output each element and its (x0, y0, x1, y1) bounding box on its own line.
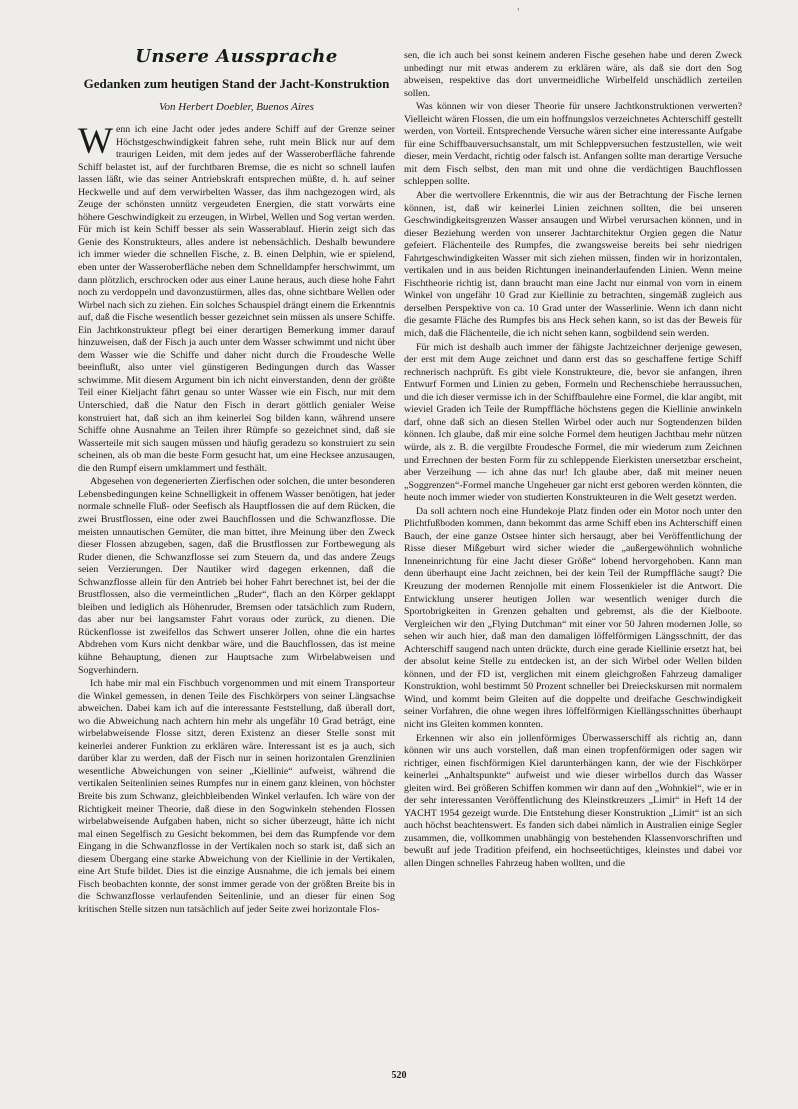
article-subtitle: Gedanken zum heutigen Stand der Jacht-Konstruktion (83, 76, 390, 91)
body-paragraph: Da soll achtern noch eine Hundekoje Platz finden oder ein Motor noch unter den Plichtfußboden kommen, dann bekommt das arme Schiff eben ins Achterschiff einen Bauch, der eine ganze Ostsee hinter sich hersaugt, aber bei Veröffentlichung der Risse dieser Mißgeburt wird sicher wieder die „außergewöhnlich wohnliche Inneneinrichtung für eine Jacht dieser Größe“ lobend hervorgehoben. Kann man denn überhaupt eine Jacht zeichnen, bei der kein Teil der Rumpffläche saugt? Die Kreuzung der modernen Rennjolle mit einem Flossenkieler ist die Antwort. Die Entwicklung unserer heutigen Jollen war wesentlich weniger durch die Sportobrigkeiten in Grenzen gehalten und gebremst, als die der Kielboote. Vergleichen wir den „Flying Dutchman“ mit einer vor 50 Jahren modernen Jolle, so sehen wir auch hier, daß man den damaligen löffelförmigen Längsschnitt, der das Achterschiff saugend nach unten drückte, durch eine gerade Kiellinie ersetzt hat, bei der absolut keine Stelle zu entdecken ist, an der sich Wirbel oder Wellen bilden können, und der FD ist, verglichen mit einem gleichgroßen Fahrzeug damaliger Konstruktion, wohl bestimmt 50 Prozent schneller bei Dreieckskursen mit normalem Wind, und kommt beim Gleiten auf die doppelte und dreifache Geschwindigkeit seiner Vorfahren, die ohne wegen ihres löffelförmigen Kiellängsschnittes überhaupt nicht ins Gleiten kommen konnten. (404, 505, 742, 730)
body-paragraph: Aber die wertvollere Erkenntnis, die wir aus der Betrachtung der Fische lernen können, ist, daß wir keinerlei Linien zeichnen sollten, die bei unseren Geschwindigkeitsgrenzen Wasser ansaugen und Wirbel verursachen können, und in dieser Beziehung werden von unserer Jachtarchitektur Orgien gegen die Natur gefeiert. Flächenteile des Rumpfes, die zwangsweise bereits bei sehr niedrigen Fahrtgeschwindigkeiten Wasser mit sich ziehen müssen, finden wir in horizontalen, vertikalen und in aus beiden Richtungen ineinanderlaufenden Linien. Wenn meine Fischtheorie richtig ist, dann braucht man eine Jacht nur einmal von vorn in einem Winkel von ungefähr 10 Grad zur Kiellinie zu betrachten, singemäß zugleich aus derselben Perspektive von ca. 10 Grad unter der Wasserlinie. Wenn ich dann nicht die gesamte Fläche des Rumpfes bis ans Heck sehen kann, so ist das der Beweis für mich, daß die Flächenteile, die ich nicht sehen kann, sogbildend sein werden. (404, 190, 742, 340)
body-paragraph (78, 121, 395, 475)
body-paragraph: Für mich ist deshalb auch immer der fähigste Jachtzeichner derjenige gewesen, der erst mit dem Auge zeichnet und dann erst das so geschaffene fertige Schiff rechnerisch nachprüft. Es gibt viele Konstrukteure, die, bevor sie anfangen, ihren Entwurf Formen und Linien zu geben, Formeln und Rechenschiebe herraussuchen, und die ich dieser vermisse ich in der Schiffbaulehre eine Formel, die klar angibt, mit wieviel Graden ich Teile der Rumpffläche höchstens gegen die Kiellinie anwinkeln darf, ohne daß sich an diesen Stellen Wirbel oder auch nur Sogtendenzen bilden können. Ich glaube, daß mir eine solche Formel dem heutigen Jachtbau mehr nützen würde, als z. B. die vergilbte Froudesche Formel, die mir wiederum zum Zeichnen und Errechnen der besten Form für zu schleppende Eierkisten unersetzbar erscheint, aber Verzeihung — ich ahne das nur! Ich glaube aber, daß mit meiner neuen „Soggrenzen“-Formel manche Ungeheuer gar nicht erst geboren werden könnten, die heute noch immer wieder von studierten Konstrukteuren in die Welt gesetzt werden. (404, 341, 742, 504)
drop-cap: W (78, 121, 113, 162)
body-paragraph: Erkennen wir also ein jollenförmiges Überwasserschiff als richtig an, dann können wir uns auch vorstellen, daß man einen tropfenförmigen oder sagen wir richtiger, einen fischförmigen Kiel darunterhängen kann, der wie der Fischkörper keinerlei „Anhaltspunkte“ aufweist und wie dieser wirbellos durch das Wasser gleiten wird. Bei größeren Schiffen kommen wir dann auf den „Wohnkiel“, wie er in der sehr interessanten Veröffentlichung des Kleinstkreuzers „Limit“ in Heft 14 der YACHT 1954 gezeigt wurde. Die Entstehung dieser Konstruktion „Limit“ ist an sich auch höchst beachtenswert. Es fanden sich dabei nämlich in Australien einige Segler zusammen, die, vollkommen unabhängig von bestehenden Klassenvorschriften und bewußt auf jede Tradition pfeifend, ein hochseetüchtiges, kleinstes und dabei vor allen Dingen schnelles Fahrzeug haben wollten, und die (404, 732, 742, 869)
right-column (404, 50, 742, 872)
left-column (78, 46, 395, 917)
page-number: 520 (391, 1070, 407, 1081)
body-paragraph: Ich habe mir mal ein Fischbuch vorgenommen und mit einem Transporteur die Winkel gemessen, in denen Teile des Fischkörpers von seiner Längsachse abweichen. Dabei kam ich auf die interessante Feststellung, daß überall dort, wo die Abweichung nach achtern hin mehr als ungefähr 10 Grad beträgt, eine wirbelabweisende Flosse sitzt, deren Existenz an dieser Stelle sonst mit keinerlei anderer Funktion zu erklären wäre. Interessant ist es ja auch, sich darüber klar zu werden, daß der Fisch nur in seinen horizontalen Grenzlinien wesentliche Abweichungen von seiner „Kiellinie“ aufweist, während die vertikalen Seitenlinien seines Rumpfes nur in einem ganz kleinen, von höchster Breite bis zum Schwanz, gleichbleibenden Winkel verlaufen. Ich wäre von der Richtigkeit meiner Theorie, daß diese in den Sogwinkeln stehenden Flossen wirbelabweisende Aufgaben haben, nicht so sicher überzeugt, hätte ich nicht mal einen Segelfisch zu Gesicht bekommen, bei dem das Rumpfende vor dem Eingang in die Schwanzflosse in der Vertikalen noch so stark ist, daß sich an diesem Übergang eine starke Abweichung von der Kiellinie in der Vertikalen, eine Art Stufe bildet. Dies ist die einzige Ausnahme, die ich jemals bei einem Fisch beobachten konnte, der sonst immer gerade von der größten Breite bis in die Schwanzflosse verlaufenden Seitenlinie, und an dieser für einen Sog kritischen Stelle sitzen nun tatsächlich auf jeder Seite zwei horizontale Flos- (78, 678, 395, 915)
article-byline: Von Herbert Doebler, Buenos Aires (159, 101, 314, 113)
corner-mark: ' (517, 8, 520, 18)
body-paragraph: Abgesehen von degenerierten Zierfischen oder solchen, die unter besonderen Lebensbedingungen keine Schnelligkeit in offenem Wasser benötigen, hat jeder normale schnelle Fluß- oder Seefisch als Hauptflossen die auf dem Rücken, die zwei Brustflossen, eine oder zwei Bauchflossen und die Schwanzflosse. Die meisten unnautischen Gemüter, die man bittet, ihre Meinung über den Zweck dieser Flossen abzugeben, sagen, daß die Brustflossen zur Fortbewegung als Ruder dienen, die Schwanzflosse sei zum Steuern da, und das andere Zeugs seien Verzierungen. Der Nautiker wird dagegen erkennen, daß die Schwanzflosse allein für den Antrieb bei hoher Fahrt berechnet ist, bei der die Brustflossen, also die vermeintlichen „Ruder“, flach an den Körper geklappt bleiben und lediglich als Höhenruder, Bremsen oder tatsächlich zum Rudern, das aber nur bei langsamster Fahrt voraus oder zurück, zu dienen. Die Rückenflosse ist zweifellos das Schwert unserer Jollen, ohne die ein hartes Abdrehen vom Kurs nicht denkbar wäre, und die Bauchflossen, das ist meine kühne Behauptung, dienen zur Hauptsache zum Wirbelabweisen und Sogverhindern. (78, 476, 395, 676)
article-headline: Unsere Aussprache (135, 46, 338, 67)
body-paragraph: sen, die ich auch bei sonst keinem anderen Fische gesehen habe und deren Zweck unbedingt nur mit etwas anderem zu erklären wäre, als daß sie dort den Sog abweisen, respektive das dort unvermeidliche Wirbelfeld unschädlich zerteilen sollen. (404, 50, 742, 99)
body-paragraph: Was können wir von dieser Theorie für unsere Jachtkonstruktionen verwerten? Vielleicht wären Flossen, die um ein hoffnungslos verzeichnetes Achterschiff gestellt werden, von Vorteil. Entsprechende Versuche wären sicher eine interessante Aufgabe für eine Schiffbauversuchsanstalt, um mit Schleppversuchen festzustellen, wie weit dieser, mein Verdacht, richtig oder falsch ist. Anfangen sollte man derartige Versuche mit dem Fisch selbst, den man mit und ohne die verdächtigen Bauchflossen schleppen sollte. (404, 101, 742, 188)
paragraph-text: enn ich eine Jacht oder jedes andere Schiff auf der Grenze seiner Höchstgeschwindigkeit fahren sehe, ruht mein Blick nur auf dem traurigen Leiden, mit dem jedes auf der Wasseroberfläche fahrende Schiff belastet ist, auf der furchtbaren Bremse, die es nicht so schnell laufen lassen läßt, wie das seiner Antriebskraft entsprechen müßte, d. h. auf seiner Heckwelle und auf dem verwirbelten Wasser, das ihm nachgezogen wird, als Zeuge der schönsten unnütz vergeudeten Energien, die statt vorwärts eine höhere Geschwindigkeit zu erzeugen, in Wirbel, Wellen und Sog vertan werden. Für mich ist kein Schiff besser als sein Wasserablauf. Hierin zeigt sich das Genie des Konstrukteurs, alles andere ist nebensächlich. Deshalb bewundere ich immer wieder die schnellen Fische, z. B. einen Delphin, wie er spielend, eben unter der Wasseroberfläche neben dem Schnelldampfer herschwimmt, um dann plötzlich, erschrocken oder aus einer Laune heraus, auch diese hohe Fahrt noch zu verdoppeln und davonzustürmen, alles das, ohne sichtbare Wellen oder Wirbel nach sich zu ziehen. Ein solches Schauspiel drängt einem die Erkenntnis auf, daß die Fische wesentlich besser gezeichnet sein müssen als unsere Schiffe. Ein Jachtkonstrukteur pflegt bei einer derartigen Bemerkung immer darauf hinzuweisen, daß der Fisch ja auch unter dem Wasser schwimmt und nicht über dem Wasser wie die Schiffe und daher nicht durch die Froudesche Welle beeinflußt, also unter viel günstigeren Bedingungen durch das Wasser schwimme. Mit diesem Argument bin ich nicht einverstanden, denn der größte Teil einer Kieljacht fährt genau so unter Wasser wie ein Fisch, nur mit dem Unterschied, daß die Natur den Fisch in derart göttlich genialer Weise konstruiert hat, daß sich an ihm keinerlei Sog bilden kann, während unsere Schiffe ohne Ausnahme an Teilen ihrer Rümpfe so gezeichnet sind, daß sie Wasserteile mit sich saugen müssen und häufig geradezu so konstruiert zu sein scheinen, als ob man die beste Form gesucht hat, um eine Hecksee anzusaugen, die den Rumpf eisern umklammert und festhält. (78, 124, 395, 474)
